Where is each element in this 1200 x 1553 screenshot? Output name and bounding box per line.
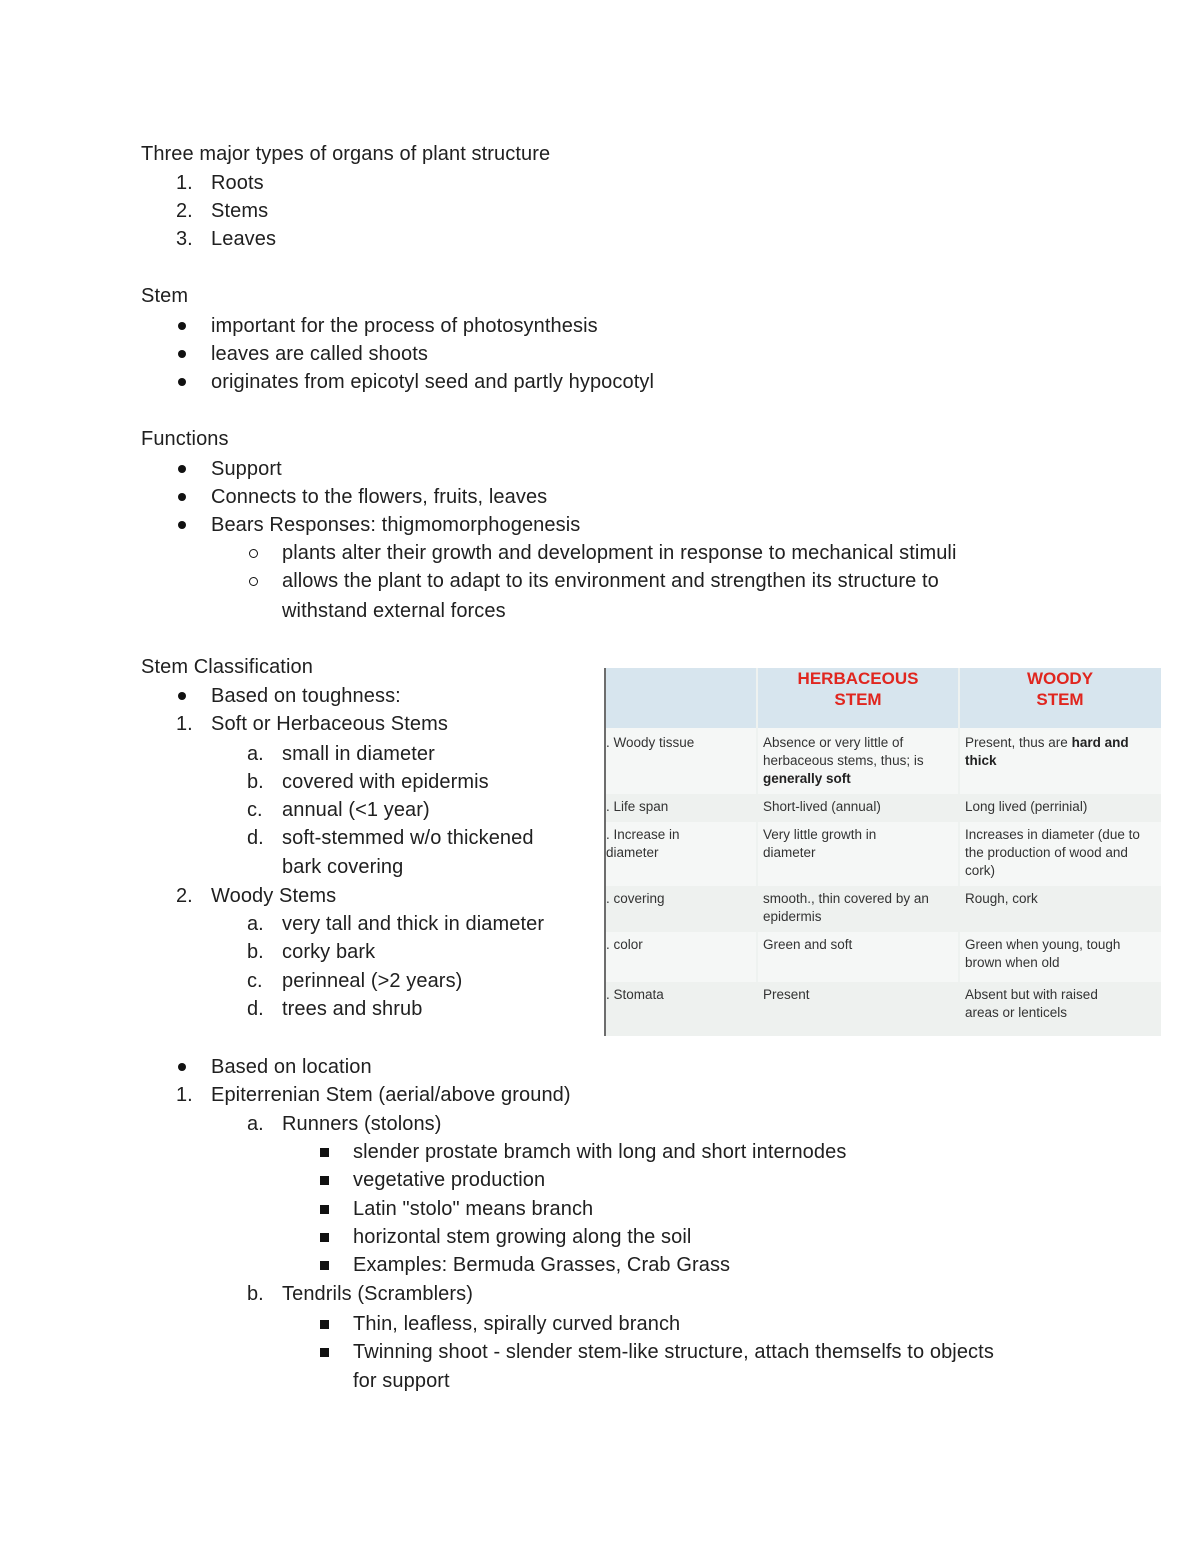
header-line: STEM (1036, 690, 1084, 709)
table-row (606, 886, 1161, 932)
row-label: . Stomata (606, 987, 664, 1002)
sub-list-item: annual (<1 year) (282, 799, 430, 821)
bullet-icon (178, 465, 186, 473)
table-header-row (606, 668, 1161, 728)
sub-list-item: soft-stemmed w/o thickened (282, 827, 534, 849)
woody-cell: Increases in diameter (due to the production of wood and cork) (965, 827, 1140, 878)
list-item: leaves are called shoots (211, 343, 428, 365)
list-item: Roots (211, 172, 264, 194)
row-label: . Increase in diameter (606, 827, 680, 860)
organs-heading: Three major types of organs of plant structure (141, 143, 551, 165)
header-line: HERBACEOUS (797, 669, 919, 688)
header-line: STEM (834, 690, 882, 709)
sub-list-item: trees and shrub (282, 998, 423, 1020)
cell-bold-text: generally soft (763, 771, 851, 786)
sub-sub-list-item: Twinning shoot - slender stem-like structure, attach themselfs to objects (353, 1341, 994, 1363)
woody-cell (965, 734, 1157, 770)
herbaceous-cell: Green and soft (763, 937, 853, 952)
list-marker: b. (247, 941, 264, 963)
table-row (606, 822, 1161, 886)
list-marker: 1. (176, 172, 193, 194)
row-label: . covering (606, 891, 665, 906)
list-marker: 2. (176, 885, 193, 907)
sub-list-item: corky bark (282, 941, 376, 963)
list-marker: 1. (176, 1084, 193, 1106)
square-bullet-icon (320, 1261, 329, 1270)
woody-cell: Long lived (perrinial) (965, 799, 1088, 814)
header-line: WOODY (1026, 669, 1094, 688)
square-bullet-icon (320, 1320, 329, 1329)
table-row (606, 982, 1161, 1036)
herbaceous-cell: Present (763, 987, 810, 1002)
cell-text: Present, thus are (965, 735, 1068, 750)
sub-sub-list-item-continuation: for support (353, 1370, 450, 1392)
sub-list-item-continuation: withstand external forces (282, 600, 506, 622)
woody-cell: Green when young, tough brown when old (965, 937, 1121, 970)
cell-text: Absence or very little of herbaceous stems, thus; is (763, 735, 924, 768)
sub-sub-list-item: Latin "stolo" means branch (353, 1198, 594, 1220)
sub-list-item: Runners (stolons) (282, 1113, 442, 1135)
list-item: important for the process of photosynthesis (211, 315, 598, 337)
sub-sub-list-item: horizontal stem growing along the soil (353, 1226, 692, 1248)
sub-list-item: covered with epidermis (282, 771, 489, 793)
bullet-icon (178, 1063, 186, 1071)
herbaceous-cell (763, 734, 953, 788)
herbaceous-cell: Short-lived (annual) (763, 799, 881, 814)
list-marker: d. (247, 827, 264, 849)
list-item: Support (211, 458, 282, 480)
bullet-icon (178, 350, 186, 358)
stem-heading: Stem (141, 285, 189, 307)
list-marker: d. (247, 998, 264, 1020)
cell-bold-text: hard and thick (965, 735, 1129, 768)
list-marker: c. (247, 970, 263, 992)
list-marker: b. (247, 771, 264, 793)
sub-sub-list-item: Examples: Bermuda Grasses, Crab Grass (353, 1254, 731, 1276)
herbaceous-cell: smooth., thin covered by an epidermis (763, 891, 929, 924)
list-item: Epiterrenian Stem (aerial/above ground) (211, 1084, 571, 1106)
square-bullet-icon (320, 1348, 329, 1357)
sub-list-item: very tall and thick in diameter (282, 913, 545, 935)
sub-list-item-continuation: bark covering (282, 856, 404, 878)
sub-sub-list-item: slender prostate bramch with long and short internodes (353, 1141, 847, 1163)
square-bullet-icon (320, 1205, 329, 1214)
list-item: Based on toughness: (211, 685, 401, 707)
list-item: originates from epicotyl seed and partly hypocotyl (211, 371, 655, 393)
woody-cell: Rough, cork (965, 891, 1038, 906)
list-marker: c. (247, 799, 263, 821)
sub-list-item: small in diameter (282, 743, 435, 765)
list-marker: 2. (176, 200, 193, 222)
sub-sub-list-item: Thin, leafless, spirally curved branch (353, 1313, 681, 1335)
sub-list-item: perinneal (>2 years) (282, 970, 463, 992)
list-item: Bears Responses: thigmomorphogenesis (211, 514, 581, 536)
list-marker: 3. (176, 228, 193, 250)
bullet-icon (178, 493, 186, 501)
sub-sub-list-item: vegetative production (353, 1169, 546, 1191)
list-item: Woody Stems (211, 885, 337, 907)
stem-comparison-table (604, 668, 1161, 1036)
list-item: Connects to the flowers, fruits, leaves (211, 486, 548, 508)
table-row (606, 794, 1161, 822)
bullet-icon (178, 521, 186, 529)
list-item: Stems (211, 200, 269, 222)
list-marker: 1. (176, 713, 193, 735)
row-label: . color (606, 937, 643, 952)
list-marker: a. (247, 743, 264, 765)
list-item: Soft or Herbaceous Stems (211, 713, 448, 735)
table-header-herbaceous (758, 668, 958, 728)
bullet-icon (178, 378, 186, 386)
functions-heading: Functions (141, 428, 229, 450)
table-header-woody (960, 668, 1160, 728)
bullet-icon (178, 692, 186, 700)
bullet-icon (178, 322, 186, 330)
list-item: Based on location (211, 1056, 372, 1078)
woody-cell: Absent but with raised areas or lenticels (965, 987, 1098, 1020)
list-marker: b. (247, 1283, 264, 1305)
row-label: . Woody tissue (606, 735, 695, 750)
herbaceous-cell: Very little growth in diameter (763, 827, 877, 860)
row-label: . Life span (606, 799, 669, 814)
square-bullet-icon (320, 1148, 329, 1157)
list-marker: a. (247, 1113, 264, 1135)
table-row (606, 728, 1161, 794)
list-marker: a. (247, 913, 264, 935)
circle-bullet-icon (249, 577, 258, 586)
table-row (606, 932, 1161, 982)
sub-list-item: allows the plant to adapt to its environment and strengthen its structure to (282, 570, 939, 592)
square-bullet-icon (320, 1176, 329, 1185)
sub-list-item: Tendrils (Scramblers) (282, 1283, 474, 1305)
circle-bullet-icon (249, 549, 258, 558)
sub-list-item: plants alter their growth and development in response to mechanical stimuli (282, 542, 957, 564)
list-item: Leaves (211, 228, 277, 250)
square-bullet-icon (320, 1233, 329, 1242)
classification-heading: Stem Classification (141, 656, 313, 678)
